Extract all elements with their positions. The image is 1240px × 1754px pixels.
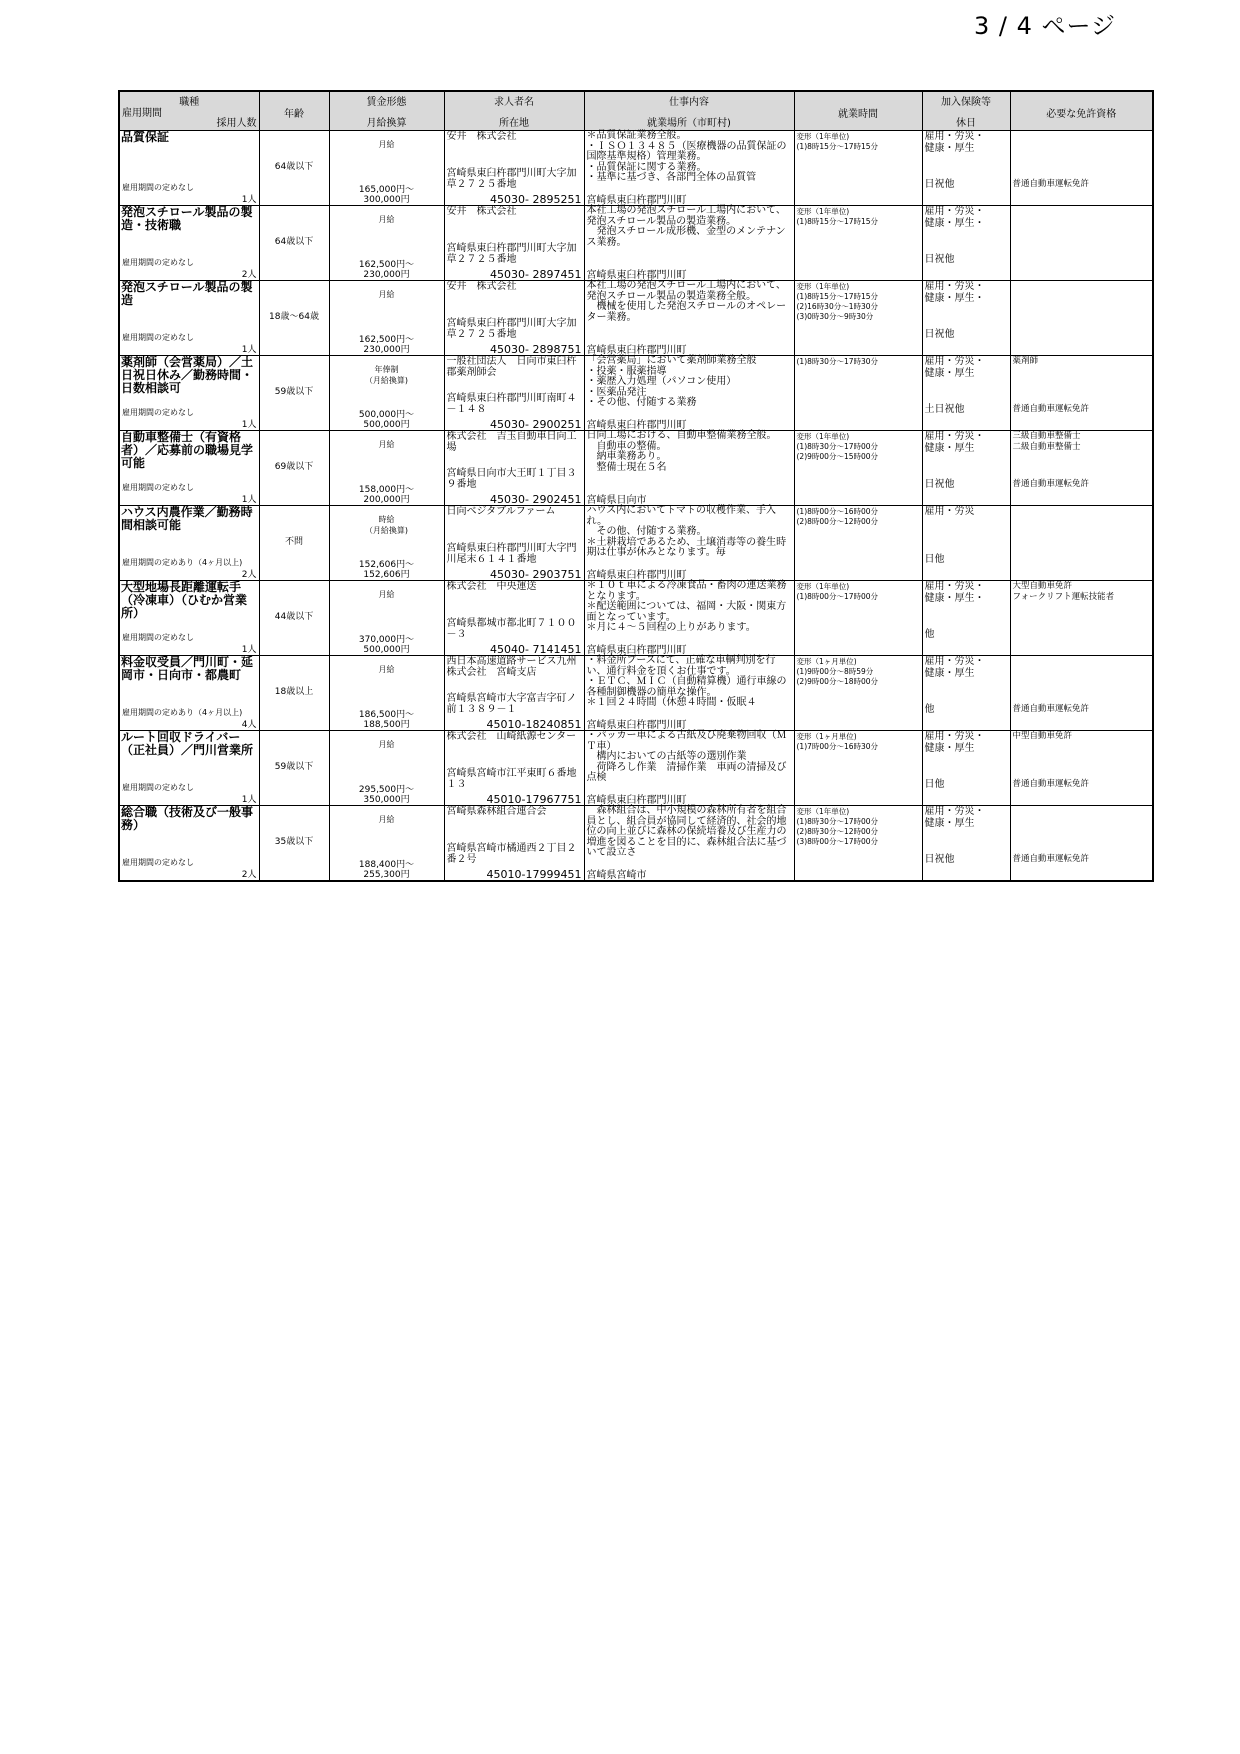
job-code: 45010-17967751	[486, 793, 582, 806]
employer-address: 宮崎県東臼杵郡門川町大字加草２７２５番地	[446, 243, 577, 265]
employer-name: 西日本高速道路サービス九州 株式会社 宮崎支店	[446, 656, 587, 678]
employer-address: 宮崎県東臼杵郡門川町大字門川尾末６１４１番地	[446, 543, 577, 565]
job-title: 品質保証	[121, 130, 170, 144]
insurance: 雇用・労災・ 健康・厚生・	[924, 206, 985, 229]
wage-type: 月給	[378, 290, 395, 299]
wage-range: 500,000円～ 500,000円	[358, 410, 415, 430]
wage-range: 162,500円～ 230,000円	[358, 335, 415, 355]
age-requirement: 69歳以下	[274, 462, 314, 472]
job-code: 45010-18240851	[486, 718, 582, 731]
cell-emp	[444, 356, 584, 431]
wage-type: 月給	[378, 815, 395, 824]
job-title: 料金収受員／門川町・延岡市・日向市・都農町	[121, 655, 254, 682]
cell-ins	[922, 731, 1010, 806]
table-row	[119, 581, 1153, 656]
cell-job	[584, 506, 794, 581]
job-description: ・料金所ブースにて、正確な車輌判別を行い、通行料金を頂くお仕事です。 ・ＥＴＣ、ＭＩＣ（自動精算機）通行車線の各種制御機器の簡単な操作。 ＊１回２４時間（休憩４時間・仮眠４	[586, 655, 787, 709]
cell-occ	[119, 206, 259, 281]
wage-range: 158,000円～ 200,000円	[358, 485, 415, 505]
insurance: 雇用・労災	[924, 506, 975, 517]
cell-occ	[119, 806, 259, 882]
license-required: 薬剤師	[1012, 356, 1039, 366]
employer-address: 宮崎県東臼杵郡門川町大字加草２７２５番地	[446, 168, 577, 190]
wage-type: 月給	[378, 740, 395, 749]
holidays: 日祝他	[924, 329, 955, 340]
cell-wage	[329, 581, 444, 656]
license-required: 中型自動車免許	[1012, 731, 1073, 741]
header-employer: 求人者名 所在地	[444, 91, 584, 131]
header-occupation: 職種 雇用期間 採用人数	[119, 91, 259, 131]
employer-address: 宮崎県東臼杵郡門川町南町４－１４８	[446, 393, 577, 415]
employment-period: 雇用期間の定めなし	[122, 783, 194, 792]
cell-occ	[119, 281, 259, 356]
cell-hours	[794, 806, 922, 882]
cell-lic	[1010, 206, 1153, 281]
license-driving: 普通自動車運転免許	[1012, 779, 1090, 789]
cell-age	[259, 806, 329, 882]
workplace: 宮崎県東臼杵郡門川町	[586, 795, 687, 806]
cell-wage	[329, 656, 444, 731]
workplace: 宮崎県東臼杵郡門川町	[586, 270, 687, 281]
job-title: 総合職（技術及び一般事務）	[121, 805, 254, 832]
cell-lic	[1010, 731, 1153, 806]
work-hours: 変形（1年単位) (1)8時15分～17時15分	[796, 207, 879, 226]
table-row	[119, 281, 1153, 356]
job-code: 45010-17999451	[486, 868, 582, 881]
cell-hours	[794, 281, 922, 356]
employment-period: 雇用期間の定めなし	[122, 183, 194, 192]
age-requirement: 59歳以下	[274, 762, 314, 772]
age-requirement: 59歳以下	[274, 387, 314, 397]
header-age: 年齢	[259, 91, 329, 131]
header-license: 必要な免許資格	[1010, 91, 1153, 131]
cell-age	[259, 206, 329, 281]
employer-name: 安井 株式会社	[446, 131, 517, 142]
age-requirement: 18歳～64歳	[269, 312, 319, 322]
wage-type: 月給	[378, 215, 395, 224]
cell-age	[259, 656, 329, 731]
table-row	[119, 731, 1153, 806]
wage-range: 165,000円～ 300,000円	[358, 185, 415, 205]
age-requirement: 64歳以下	[274, 237, 314, 247]
cell-job	[584, 206, 794, 281]
headcount: 1人	[241, 645, 257, 655]
wage-range: 295,500円～ 350,000円	[358, 785, 415, 805]
cell-occ	[119, 131, 259, 206]
cell-hours	[794, 656, 922, 731]
job-description: 「会営薬局」において薬剤師業務全般 ・投薬・服薬指導 ・薬歴入力処理（パソコン使用） ・医薬品発注 ・その他、付随する業務	[586, 355, 757, 409]
cell-age	[259, 431, 329, 506]
age-requirement: 不問	[284, 537, 303, 547]
cell-wage	[329, 356, 444, 431]
cell-emp	[444, 281, 584, 356]
job-title: 薬剤師（会営薬局）／土日祝日休み／勤務時間・日数相談可	[121, 355, 254, 395]
insurance: 雇用・労災・ 健康・厚生	[924, 656, 985, 679]
job-code: 45030- 2900251	[490, 418, 582, 431]
cell-lic	[1010, 356, 1153, 431]
employer-address: 宮崎県宮崎市江平東町６番地１３	[446, 768, 577, 790]
wage-range: 152,606円～ 152,606円	[358, 560, 415, 580]
cell-wage	[329, 206, 444, 281]
insurance: 雇用・労災・ 健康・厚生	[924, 731, 985, 754]
cell-ins	[922, 806, 1010, 882]
headcount: 2人	[241, 270, 257, 280]
cell-wage	[329, 281, 444, 356]
table-row	[119, 506, 1153, 581]
insurance: 雇用・労災・ 健康・厚生・	[924, 281, 985, 304]
insurance: 雇用・労災・ 健康・厚生	[924, 431, 985, 454]
age-requirement: 35歳以下	[274, 837, 314, 847]
license-driving: 普通自動車運転免許	[1012, 404, 1090, 414]
headcount: 1人	[241, 795, 257, 805]
cell-hours	[794, 581, 922, 656]
cell-hours	[794, 356, 922, 431]
header-hours: 就業時間	[794, 91, 922, 131]
cell-hours	[794, 731, 922, 806]
job-description: ハウス内においてトマトの収穫作業、手入れ。 その他、付随する業務。 ＊土耕栽培であるため、土壌消毒等の養生時期は仕事が休みとなります。毎	[586, 505, 787, 559]
work-hours: (1)8時00分～16時00分 (2)8時00分～12時00分	[796, 507, 879, 526]
employer-address: 宮崎県日向市大王町１丁目３９番地	[446, 468, 577, 490]
employer-address: 宮崎県東臼杵郡門川町大字加草２７２５番地	[446, 318, 577, 340]
cell-job	[584, 731, 794, 806]
cell-emp	[444, 731, 584, 806]
wage-type: 月給	[378, 140, 395, 149]
job-description: 本社工場の発泡スチロール工場内において、発泡スチロール製品の製造業務全般。 機械を使用した発泡スチロールのオペレーター業務。	[586, 280, 787, 323]
headcount: 2人	[241, 870, 257, 880]
cell-occ	[119, 431, 259, 506]
cell-lic	[1010, 131, 1153, 206]
job-title: 大型地場長距離運転手（冷凍車）（ひむか営業所）	[121, 580, 248, 620]
job-title: 発泡スチロール製品の製造	[121, 280, 253, 307]
cell-wage	[329, 806, 444, 882]
age-requirement: 64歳以下	[274, 162, 314, 172]
holidays: 日他	[924, 554, 945, 565]
job-description: 森林組合は、中小規模の森林所有者を組合員とし、組合員が協同して経済的、社会的地位の向上並びに森林の保続培養及び生産力の増進を図ることを目的に、森林組合法に基づいて設立さ	[586, 805, 787, 859]
employer-name: 安井 株式会社	[446, 281, 517, 292]
cell-ins	[922, 431, 1010, 506]
job-description: ・パッカー車による古紙及び廃棄物回収（ＭＴ車） 構内においての古紙等の選別作業 荷降ろし作業 清掃作業 車両の清掃及び点検	[586, 730, 787, 784]
work-hours: 変形（1年単位) (1)8時30分～17時00分 (2)8時30分～12時00分 (3)8時00分～17時00分	[796, 807, 879, 846]
employer-name: 安井 株式会社	[446, 206, 517, 217]
cell-job	[584, 131, 794, 206]
employment-period: 雇用期間の定めなし	[122, 408, 194, 417]
header-insurance: 加入保険等 休日	[922, 91, 1010, 131]
page-number: 3 / 4 ページ	[973, 12, 1116, 40]
holidays: 日祝他	[924, 854, 955, 865]
job-description: ＊品質保証業務全般。 ・ＩＳＯ１３４８５（医療機器の品質保証の国際基準規格）管理業務。 ・品質保証に関する業務。 ・基準に基づき、各部門全体の品質管	[586, 130, 787, 184]
wage-type: 時給 （月給換算)	[364, 515, 409, 535]
cell-ins	[922, 206, 1010, 281]
job-title: 発泡スチロール製品の製造・技術職	[121, 205, 253, 232]
cell-age	[259, 131, 329, 206]
cell-occ	[119, 506, 259, 581]
job-description: ＊１０ｔ車による冷凍食品・畜肉の運送業務となります。 ＊配送範囲については、福岡・大阪・関東方面となっています。 ＊月に４～５回程の上りがあります。	[586, 580, 787, 634]
cell-age	[259, 506, 329, 581]
job-code: 45030- 2903751	[490, 568, 582, 581]
employer-name: 株式会社 吉玉自動車日向工場	[446, 431, 577, 453]
work-hours: 変形（1年単位) (1)8時00分～17時00分	[796, 582, 879, 601]
cell-occ	[119, 656, 259, 731]
job-code: 45040- 7141451	[490, 643, 582, 656]
table-row	[119, 206, 1153, 281]
job-code: 45030- 2902451	[490, 493, 582, 506]
job-title: ルート回収ドライバー（正社員）／門川営業所	[121, 730, 254, 757]
age-requirement: 44歳以下	[274, 612, 314, 622]
work-hours: 変形（1年単位) (1)8時30分～17時00分 (2)9時00分～15時00分	[796, 432, 879, 461]
job-code: 45030- 2897451	[490, 268, 582, 281]
employment-period: 雇用期間の定めなし	[122, 483, 194, 492]
cell-wage	[329, 431, 444, 506]
cell-job	[584, 656, 794, 731]
cell-job	[584, 356, 794, 431]
license-driving: 普通自動車運転免許	[1012, 854, 1090, 864]
cell-hours	[794, 131, 922, 206]
employer-address: 宮崎県宮崎市大字富吉字矴ノ前１３８９－１	[446, 693, 577, 715]
work-hours: 変形（1ヶ月単位) (1)7時00分～16時30分	[796, 732, 879, 751]
cell-hours	[794, 206, 922, 281]
headcount: 1人	[241, 195, 257, 205]
holidays: 他	[924, 704, 935, 715]
workplace: 宮崎県東臼杵郡門川町	[586, 570, 687, 581]
workplace: 宮崎県宮崎市	[586, 870, 647, 881]
cell-hours	[794, 506, 922, 581]
employment-period: 雇用期間の定めあり（4ヶ月以上)	[122, 558, 243, 567]
wage-type: 月給	[378, 590, 395, 599]
header-job: 仕事内容 就業場所（市町村)	[584, 91, 794, 131]
holidays: 日祝他	[924, 254, 955, 265]
work-hours: 変形（1年単位) (1)8時15分～17時15分 (2)16時30分～1時30分 (3)0時30分～9時30分	[796, 282, 879, 321]
cell-wage	[329, 506, 444, 581]
table-row	[119, 656, 1153, 731]
cell-age	[259, 356, 329, 431]
wage-range: 162,500円～ 230,000円	[358, 260, 415, 280]
table-row	[119, 431, 1153, 506]
holidays: 日祝他	[924, 479, 955, 490]
employer-name: 一般社団法人 日向市東臼杵郡薬剤師会	[446, 356, 577, 378]
table-row	[119, 356, 1153, 431]
cell-ins	[922, 506, 1010, 581]
cell-emp	[444, 206, 584, 281]
employment-period: 雇用期間の定めなし	[122, 858, 194, 867]
cell-occ	[119, 581, 259, 656]
job-code: 45030- 2898751	[490, 343, 582, 356]
headcount: 1人	[241, 495, 257, 505]
holidays: 他	[924, 629, 935, 640]
cell-lic	[1010, 581, 1153, 656]
table-row	[119, 806, 1153, 882]
cell-ins	[922, 281, 1010, 356]
age-requirement: 18歳以上	[274, 687, 314, 697]
cell-ins	[922, 356, 1010, 431]
wage-type: 年俸制 （月給換算)	[364, 365, 409, 385]
insurance: 雇用・労災・ 健康・厚生	[924, 131, 985, 154]
employer-name: 宮崎県森林組合連合会	[446, 806, 547, 817]
license-required: 大型自動車免許 フォークリフト運転技能者	[1012, 581, 1115, 602]
cell-job	[584, 581, 794, 656]
job-title: ハウス内農作業／勤務時間相談可能	[121, 505, 253, 532]
wage-range: 370,000円～ 500,000円	[358, 635, 415, 655]
cell-job	[584, 281, 794, 356]
cell-ins	[922, 656, 1010, 731]
cell-lic	[1010, 281, 1153, 356]
header-wage: 賃金形態 月給換算	[329, 91, 444, 131]
cell-age	[259, 281, 329, 356]
employer-address: 宮崎県都城市都北町７１００－３	[446, 618, 577, 640]
workplace: 宮崎県日向市	[586, 495, 647, 506]
job-rows	[119, 131, 1153, 882]
cell-age	[259, 581, 329, 656]
cell-job	[584, 431, 794, 506]
cell-lic	[1010, 506, 1153, 581]
workplace: 宮崎県東臼杵郡門川町	[586, 195, 687, 206]
job-title: 自動車整備士（有資格者）／応募前の職場見学可能	[121, 430, 254, 470]
cell-lic	[1010, 431, 1153, 506]
cell-wage	[329, 731, 444, 806]
workplace: 宮崎県東臼杵郡門川町	[586, 645, 687, 656]
employment-period: 雇用期間の定めあり（4ヶ月以上)	[122, 708, 243, 717]
job-description: 日向工場における、自動車整備業務全般。 自動車の整備。 納車業務あり。 整備士現在５名	[586, 430, 777, 473]
wage-range: 186,500円～ 188,500円	[358, 710, 415, 730]
wage-range: 188,400円～ 255,300円	[358, 860, 415, 880]
license-driving: 普通自動車運転免許	[1012, 179, 1090, 189]
wage-type: 月給	[378, 665, 395, 674]
employer-name: 株式会社 山崎紙源センター	[446, 731, 577, 742]
insurance: 雇用・労災・ 健康・厚生・	[924, 581, 985, 604]
workplace: 宮崎県東臼杵郡門川町	[586, 720, 687, 731]
employer-name: 株式会社 中央運送	[446, 581, 537, 592]
work-hours: 変形（1年単位) (1)8時15分～17時15分	[796, 132, 879, 151]
cell-hours	[794, 431, 922, 506]
headcount: 4人	[241, 720, 257, 730]
employment-period: 雇用期間の定めなし	[122, 333, 194, 342]
cell-ins	[922, 581, 1010, 656]
cell-lic	[1010, 806, 1153, 882]
workplace: 宮崎県東臼杵郡門川町	[586, 345, 687, 356]
holidays: 日祝他	[924, 179, 955, 190]
headcount: 1人	[241, 345, 257, 355]
cell-emp	[444, 131, 584, 206]
cell-age	[259, 731, 329, 806]
job-code: 45030- 2895251	[490, 193, 582, 206]
license-driving: 普通自動車運転免許	[1012, 704, 1090, 714]
employer-address: 宮崎県宮崎市橘通西２丁目２番２号	[446, 843, 577, 865]
wage-type: 月給	[378, 440, 395, 449]
cell-wage	[329, 131, 444, 206]
insurance: 雇用・労災・ 健康・厚生	[924, 356, 985, 379]
cell-emp	[444, 431, 584, 506]
employer-name: 日向ベジタブルファーム	[446, 506, 556, 517]
holidays: 土日祝他	[924, 404, 965, 415]
license-driving: 普通自動車運転免許	[1012, 479, 1090, 489]
work-hours: (1)8時30分～17時30分	[796, 357, 879, 366]
cell-emp	[444, 656, 587, 731]
insurance: 雇用・労災・ 健康・厚生	[924, 806, 985, 829]
cell-emp	[444, 506, 584, 581]
cell-ins	[922, 131, 1010, 206]
cell-occ	[119, 356, 259, 431]
work-hours: 変形（1ヶ月単位) (1)9時00分～8時59分 (2)9時00分～18時00分	[796, 657, 879, 686]
cell-occ	[119, 731, 259, 806]
cell-lic	[1010, 656, 1153, 731]
cell-job	[584, 806, 794, 882]
license-required: 三級自動車整備士 二級自動車整備士	[1012, 431, 1081, 452]
table-row	[119, 131, 1153, 206]
headcount: 1人	[241, 420, 257, 430]
cell-emp	[444, 581, 584, 656]
workplace: 宮崎県東臼杵郡門川町	[586, 420, 687, 431]
employment-period: 雇用期間の定めなし	[122, 258, 194, 267]
holidays: 日他	[924, 779, 945, 790]
job-listings-table	[118, 90, 1154, 882]
cell-emp	[444, 806, 584, 882]
job-description: 本社工場の発泡スチロール工場内において、発泡スチロール製品の製造業務。 発泡スチロール成形機、金型のメンテナンス業務。	[586, 205, 786, 248]
employment-period: 雇用期間の定めなし	[122, 633, 194, 642]
headcount: 2人	[241, 570, 257, 580]
